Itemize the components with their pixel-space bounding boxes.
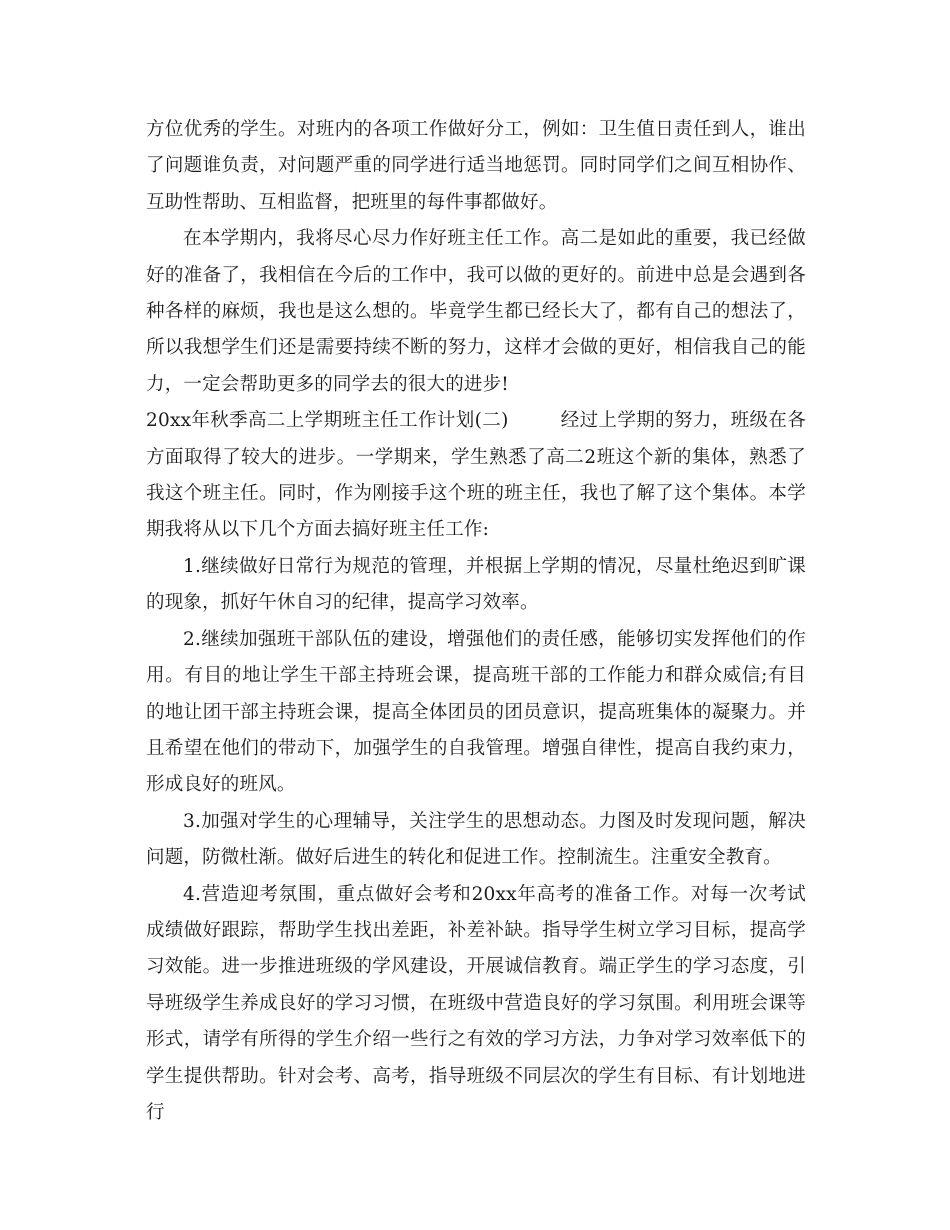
list-item-2: 2.继续加强班干部队伍的建设，增强他们的责任感，能够切实发挥他们的作用。有目的地让学生干部主持班会课，提高班干部的工作能力和群众威信;有目的地让团干部主持班会课，提高全体团员的团员意识，提高班集体的凝聚力。并且希望在他们的带动下，加强学生的自我管理。增强自律性，提高自我约束力，形成良好的班风。 [146,628,806,796]
document-body [146,112,806,1131]
paragraph-continued: 方位优秀的学生。对班内的各项工作做好分工，例如：卫生值日责任到人，谁出了问题谁负责，对问题严重的同学进行适当地惩罚。同时同学们之间互相协作、互助性帮助、互相监督，把班里的每件事都做好。 [146,119,806,213]
section-intro-paragraph [146,403,806,549]
paragraph-summary: 在本学期内，我将尽心尽力作好班主任工作。高二是如此的重要，我已经做好的准备了，我相信在今后的工作中，我可以做的更好的。前进中总是会遇到各种各样的麻烦，我也是这么想的。毕竟学生都已经长大了，都有自己的想法了，所以我想学生们还是需要持续不断的努力，这样才会做的更好，相信我自己的能力，一定会帮助更多的同学去的很大的进步! [146,228,806,395]
list-item-4: 4.营造迎考氛围，重点做好会考和20xx年高考的准备工作。对每一次考试成绩做好跟踪，帮助学生找出差距，补差补缺。指导学生树立学习目标，提高学习效能。进一步推进班级的学风建设，开展诚信教育。端正学生的学习态度，引导班级学生养成良好的学习习惯，在班级中营造良好的学习氛围。利用班会课等形式，请学有所得的学生介绍一些行之有效的学习方法，力争对学习效率低下的学生提供帮助。针对会考、高考，指导班级不同层次的学生有目标、有计划地进行 [146,883,806,1123]
section-title: 20xx年秋季高二上学期班主任工作计划(二) [146,410,509,432]
section-intro-text: 经过上学期的努力，班级在各方面取得了较大的进步。一学期来，学生熟悉了高二2班这个新的集体，熟悉了我这个班主任。同时，作为刚接手这个班的班主任，我也了解了这个集体。本学期我将从以下几个方面去搞好班主任工作: [146,410,806,541]
list-item-3: 3.加强对学生的心理辅导，关注学生的思想动态。力图及时发现问题，解决问题，防微杜渐。做好后进生的转化和促进工作。控制流生。注重安全教育。 [146,810,806,869]
list-item-1: 1.继续做好日常行为规范的管理，并根据上学期的情况，尽量杜绝迟到旷课的现象，抓好午休自习的纪律，提高学习效率。 [146,555,806,614]
